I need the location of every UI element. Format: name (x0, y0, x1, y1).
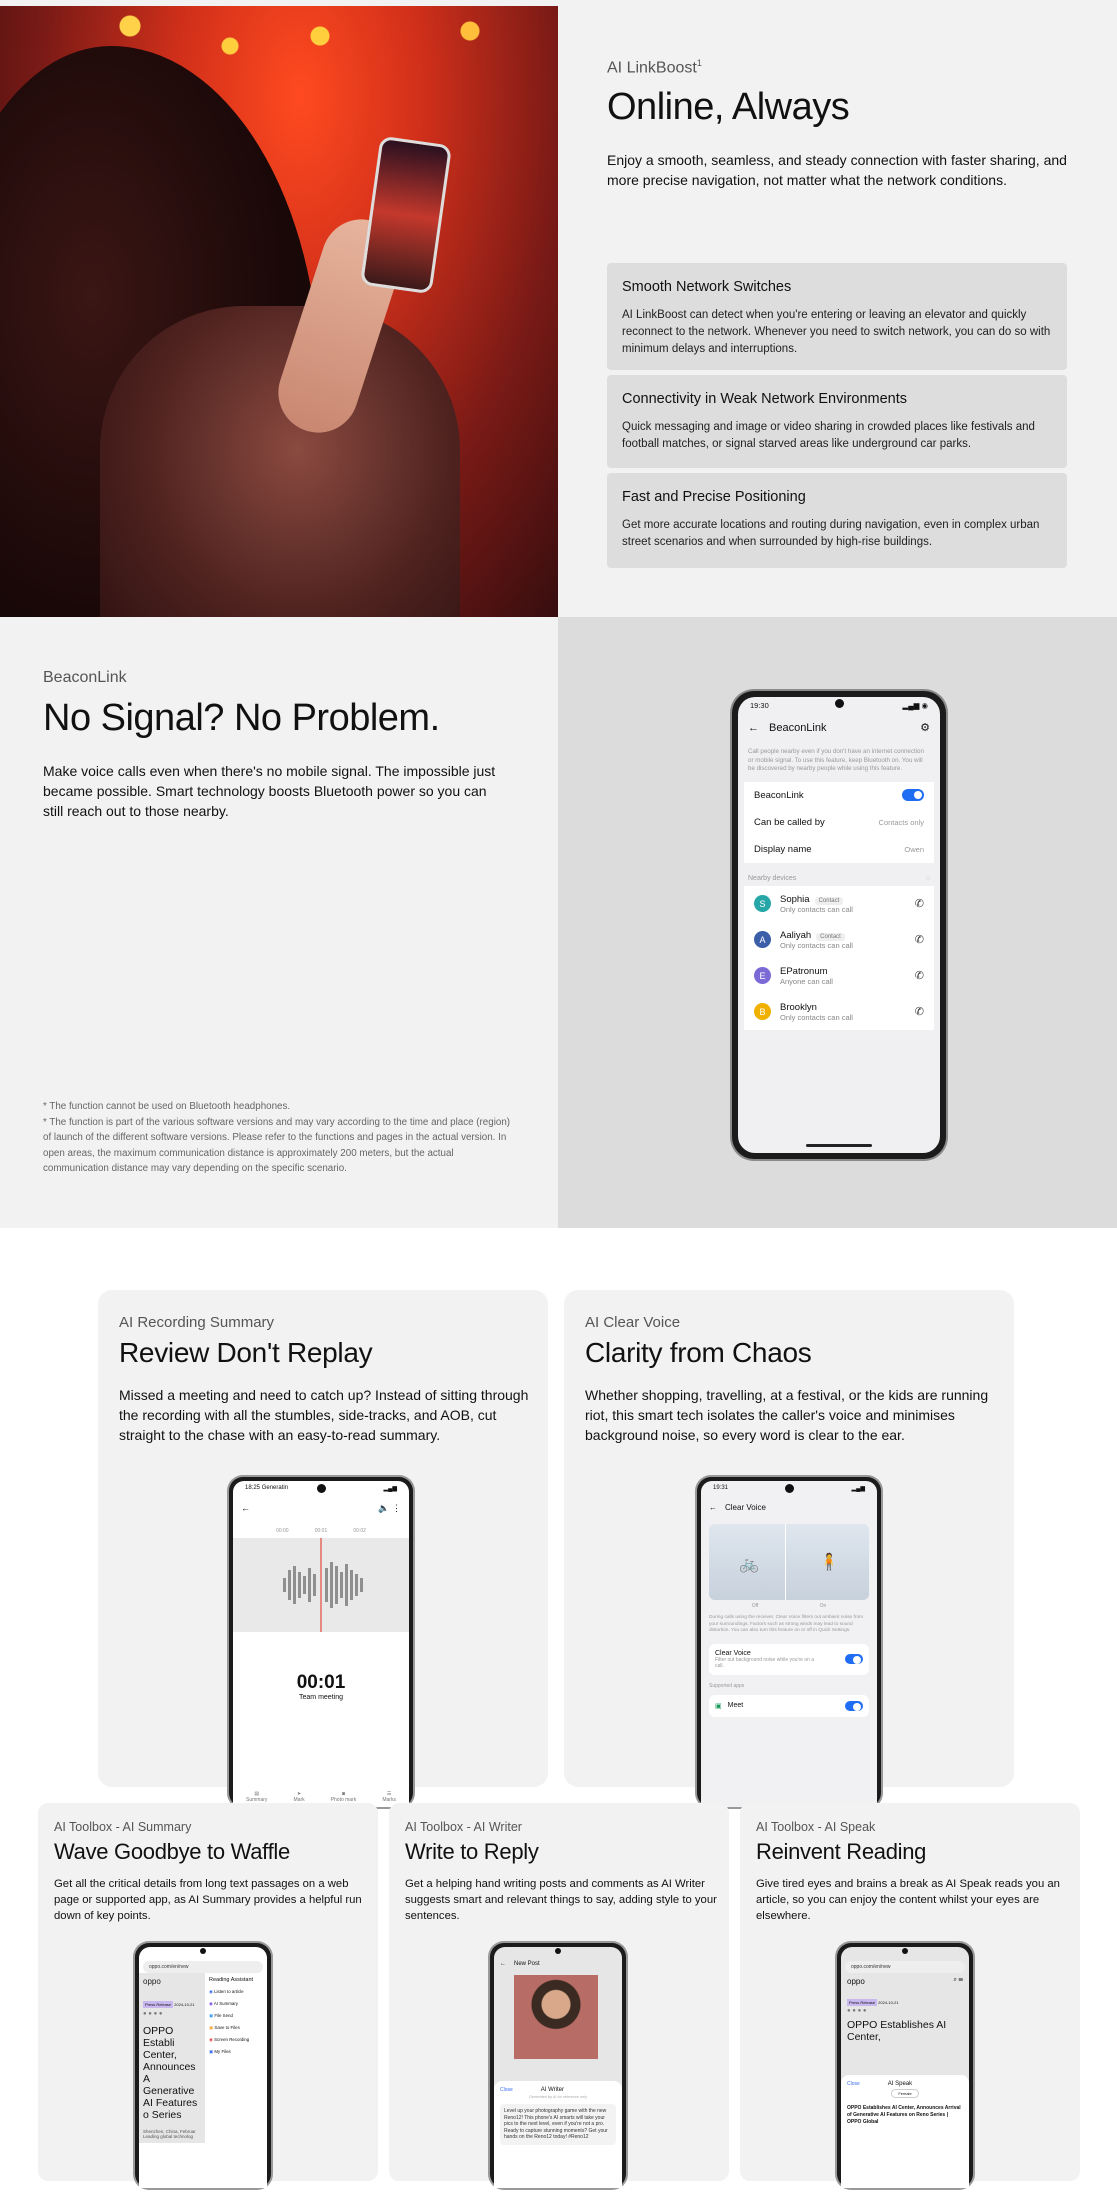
summary-icon: ▤ (254, 1791, 260, 1797)
writer-title: Write to Reply (405, 1839, 539, 1864)
avatar: S (754, 895, 771, 912)
timer: 00:01 (296, 1672, 346, 1693)
share-icons: ● ● ● ● (847, 2008, 867, 2014)
folder-icon: ▣ (209, 2025, 214, 2030)
marks-icon: ☰ (386, 1791, 392, 1797)
speaker-icon[interactable]: 🔈 ⋮ (378, 1503, 401, 1513)
ai-speak-sheet: Close AI Speak Female OPPO Establishes AI Center, Announces Arrival of Generative AI Features on Reno Series | OPPO Global (841, 2075, 969, 2188)
beaconlink-eyebrow: BeaconLink (43, 669, 127, 686)
headphones-icon: ◉ (209, 1989, 213, 1994)
feature-card: Smooth Network Switches AI LinkBoost can detect when you're entering or leaving an elevator and quickly reconnect to the network. Whenever you need to switch network, you can do so with minimum delays and interruptions. (607, 263, 1067, 370)
meet-app-icon: ▣ (715, 1702, 722, 1710)
phone-call-icon[interactable]: ✆ (914, 970, 924, 982)
meet-toggle[interactable] (845, 1701, 863, 1711)
device-item[interactable]: A Aaliyah Contact Only contacts can call ✆ (744, 922, 934, 958)
festival-photo (0, 6, 558, 617)
writer-card: AI Toolbox - AI Writer Write to Reply Get a helping hand writing posts and comments as AI Writer suggests smart and relevant things to say, adding style to your sentences. ← New Post Close AI Writer Generated by AI for reference only Level up your photography game with the new Reno12! This phone's AI smarts will take your pics to the next level, even if you're not a pro. Ready to capture stunning moments? Get your hands on the Reno12 today! #Reno12 (389, 1803, 729, 2181)
speak-card: AI Toolbox - AI Speak Reinvent Reading Give tired eyes and brains a break as AI Speak reads you an article, so you can enjoy the content whilst your eyes are elsewhere. oppo.com/en/new oppo ⌕ ☰ Press Release 2024-10-21 ● ● ● ● OPPO Establishes AI Center, Close AI Speak Female OPPO Establishes AI Center, Announces Arrival of Generative AI Features on Reno Series | OPPO Global (740, 1803, 1080, 2181)
beaconlink-toggle[interactable] (902, 789, 924, 801)
nearby-label: Nearby devices (748, 874, 797, 882)
beaconlink-lead: Make voice calls even when there's no mobile signal. The impossible just became possible. Smart technology boosts Bluetooth power so you can still reach out to those nearby. (43, 763, 496, 819)
ai-summary-icon: ◉ (209, 2001, 213, 2006)
mark-icon: ➤ (296, 1791, 302, 1797)
files-icon: ▣ (209, 2049, 214, 2054)
beaconlink-section (0, 617, 1117, 1228)
waveform (233, 1538, 409, 1632)
share-icons: ● ● ● ● (143, 2011, 163, 2017)
device-item[interactable]: S Sophia Contact Only contacts can call ✆ (744, 886, 934, 922)
beaconlink-toggle-row[interactable]: BeaconLink (744, 782, 934, 809)
device-item[interactable]: B Brooklyn Only contacts can call ✆ (744, 994, 934, 1030)
recording-card: AI Recording Summary Review Don't Replay Missed a meeting and need to catch up? Instead of sitting through the recording with all the stumbles, side-tracks, and AOB, cut straight to the chase with an easy-to-read summary. 18:25 Generatin ▂▄▆ ← 🔈 ⋮ 00:00 00:01 00:02 00:01 Team meeting ▤ Summary ➤ Mark ◙ Photo mark ☰ Marks (98, 1290, 548, 1787)
clearvoice-phone: 19:31 ▂▄▆ ← Clear Voice 🚲 🧍 Off On During calls using the receiver, Clear Voice filters out ambient noise from your surroundings. Factors such as strong winds may lead to sound distortion. You can also turn this feature on or off in Quick Settings. Clear Voice Filter out background noise while you're on a call. Supported apps ▣ Meet (697, 1477, 881, 1807)
summary-title: Wave Goodbye to Waffle (54, 1839, 290, 1864)
oppo-logo: oppo (143, 1977, 161, 1986)
reading-assistant-panel: Reading Assistant ◉ Listen to article ◉ AI Summary ▣ File Send ▣ Save to Files ◉ Screen Recording ▣ My Files (205, 1973, 263, 2143)
beaconlink-intro: Call people nearby even if you don't have an internet connection or mobile signal. To use this feature, keep Bluetooth on. You will be discovered by nearby people while using this feature. (748, 748, 924, 772)
back-arrow-icon[interactable]: ← (500, 1961, 506, 1967)
device-item[interactable]: E EPatronum Anyone can call ✆ (744, 958, 934, 994)
clearvoice-toggle-row[interactable]: Clear Voice Filter out background noise while you're on a call. (709, 1644, 869, 1675)
home-indicator (806, 1144, 872, 1147)
search-icon[interactable]: ⌕ ☰ (953, 1977, 963, 1983)
back-arrow-icon[interactable]: ← (241, 1503, 250, 1513)
called-by-row[interactable]: Can be called by Contacts only (744, 809, 934, 836)
speak-title: Reinvent Reading (756, 1839, 927, 1864)
speak-phone: oppo.com/en/new oppo ⌕ ☰ Press Release 2024-10-21 ● ● ● ● OPPO Establishes AI Center, Close AI Speak Female OPPO Establishes AI Center, Announces Arrival of Generative AI Features on Reno Series | OPPO Global (837, 1943, 973, 2188)
oppo-logo: oppo (847, 1977, 865, 1986)
post-photo (514, 1975, 598, 2059)
summary-card: AI Toolbox - AI Summary Wave Goodbye to Waffle Get all the critical details from long text passages on a web page or supported app, as AI Summary provides a helpful run down of key points. oppo.com/en/new oppo Press Release 2024-10-21 ● ● ● ● OPPO Establi Center, Announces A Generative AI Features o Series Shenzhen, China, Februar Leading global technolog Reading Assistant ◉ Listen to article ◉ AI Summary ▣ File Send ▣ Save to Files ◉ Screen Recording ▣ My Files (38, 1803, 378, 2181)
recording-phone: 18:25 Generatin ▂▄▆ ← 🔈 ⋮ 00:00 00:01 00:02 00:01 Team meeting ▤ Summary ➤ Mark ◙ Photo mark ☰ Marks (229, 1477, 413, 1807)
recording-title: Review Don't Replay (119, 1337, 373, 1368)
linkboost-eyebrow: AI LinkBoost$^1$ (607, 58, 702, 77)
linkboost-title: Online, Always (607, 86, 850, 128)
linkboost-cards (607, 263, 1067, 573)
avatar: A (754, 931, 771, 948)
beaconlink-phone: 19:30 ▂▄▆ ◉ ← BeaconLink ⚙ Call people nearby even if you don't have an internet connection or mobile signal. To use this feature, keep Bluetooth on. You will be discovered by nearby people while using this feature. BeaconLink Can be called by Contacts only Display name Owen Nearby devices ◌ S Sophia Contact Only contacts can call ✆ A Aaliyah Contact Only contacts can call ✆ E EPatronum Anyone can call ✆ B Brooklyn Only contacts can call ✆ (732, 691, 946, 1159)
camera-icon: ◙ (341, 1791, 345, 1797)
waveform-bars (283, 1562, 363, 1608)
url-bar[interactable]: oppo.com/en/new (143, 1961, 263, 1973)
feature-card: Connectivity in Weak Network Environments Quick messaging and image or video sharing in crowded places like festivals and football matches, or signal starved areas like underground car parks. (607, 375, 1067, 468)
clearvoice-toggle[interactable] (845, 1654, 863, 1664)
record-icon: ◉ (209, 2037, 213, 2042)
close-button[interactable]: Close (500, 2087, 513, 2093)
ai-writer-sheet: Close AI Writer Generated by AI for reference only Level up your photography game with the new Reno12! This phone's AI smarts will take your pics to the next level, even if you're not a pro. Ready to capture stunning moments? Get your hands on the Reno12 today! #Reno12 (494, 2081, 622, 2188)
back-arrow-icon[interactable]: ← (748, 721, 759, 734)
held-phone (360, 136, 452, 295)
device-list (744, 886, 934, 1030)
ai-features-section (0, 1228, 1117, 2200)
avatar: E (754, 967, 771, 984)
beaconlink-footnotes: * The function cannot be used on Bluetooth headphones. * The function is part of the various software versions and may vary according to the time and place (region) of launch of the different software versions. Please refer to the functions and pages in the actual version. In open areas, the maximum communication distance is approximately 200 meters, but the actual communication distance may vary depending on the specific scenario. (43, 1101, 511, 1174)
clearvoice-card: AI Clear Voice Clarity from Chaos Whether shopping, travelling, at a festival, or the kids are running riot, this smart tech isolates the caller's voice and minimises background noise, so every word is clear to the ear. 19:31 ▂▄▆ ← Clear Voice 🚲 🧍 Off On During calls using the receiver, Clear Voice filters out ambient noise from your surroundings. Factors such as strong winds may lead to sound distortion. You can also turn this feature on or off in Quick Settings. Clear Voice Filter out background noise while you're on a call. Supported apps ▣ Meet (564, 1290, 1014, 1787)
display-name-row[interactable]: Display name Owen (744, 836, 934, 863)
linkboost-lead: Enjoy a smooth, seamless, and steady connection with faster sharing, and more precise navigation, not matter what the network conditions. (607, 152, 1067, 188)
gear-icon[interactable]: ⚙ (920, 722, 930, 734)
phone-call-icon[interactable]: ✆ (914, 1006, 924, 1018)
recording-toolbar: ▤ Summary ➤ Mark ◙ Photo mark ☰ Marks (246, 1791, 396, 1803)
clearvoice-illustration: 🚲 🧍 (709, 1524, 869, 1600)
ai-writer-text: Level up your photography game with the new Reno12! This phone's AI smarts will take your pics to the next level, even if you're not a pro. Ready to capture stunning moments? Get your hands on the Reno12 today! #Reno12 (500, 2104, 616, 2145)
clearvoice-title: Clarity from Chaos (585, 1337, 812, 1368)
avatar: B (754, 1003, 771, 1020)
summary-phone: oppo.com/en/new oppo Press Release 2024-10-21 ● ● ● ● OPPO Establi Center, Announces A Generative AI Features o Series Shenzhen, China, Februar Leading global technolog Reading Assistant ◉ Listen to article ◉ AI Summary ▣ File Send ▣ Save to Files ◉ Screen Recording ▣ My Files (135, 1943, 271, 2188)
voice-select[interactable]: Female (891, 2089, 918, 2098)
phone-call-icon[interactable]: ✆ (914, 898, 924, 910)
writer-phone: ← New Post Close AI Writer Generated by AI for reference only Level up your photography game with the new Reno12! This phone's AI smarts will take your pics to the next level, even if you're not a pro. Ready to capture stunning moments? Get your hands on the Reno12 today! #Reno12 (490, 1943, 626, 2188)
file-send-icon: ▣ (209, 2013, 214, 2018)
screen-title: BeaconLink (769, 721, 827, 734)
url-bar[interactable]: oppo.com/en/new (845, 1961, 965, 1973)
beaconlink-title: No Signal? No Problem. (43, 697, 440, 739)
feature-card: Fast and Precise Positioning Get more accurate locations and routing during navigation, even in complex urban street scenarios and when surrounded by high-rise buildings. (607, 473, 1067, 568)
meet-app-row[interactable]: ▣ Meet (709, 1695, 869, 1717)
back-arrow-icon[interactable]: ← (709, 1503, 717, 1512)
loading-icon: ◌ (925, 874, 930, 882)
close-button[interactable]: Close (847, 2081, 860, 2087)
linkboost-section (0, 0, 1117, 617)
phone-call-icon[interactable]: ✆ (914, 934, 924, 946)
